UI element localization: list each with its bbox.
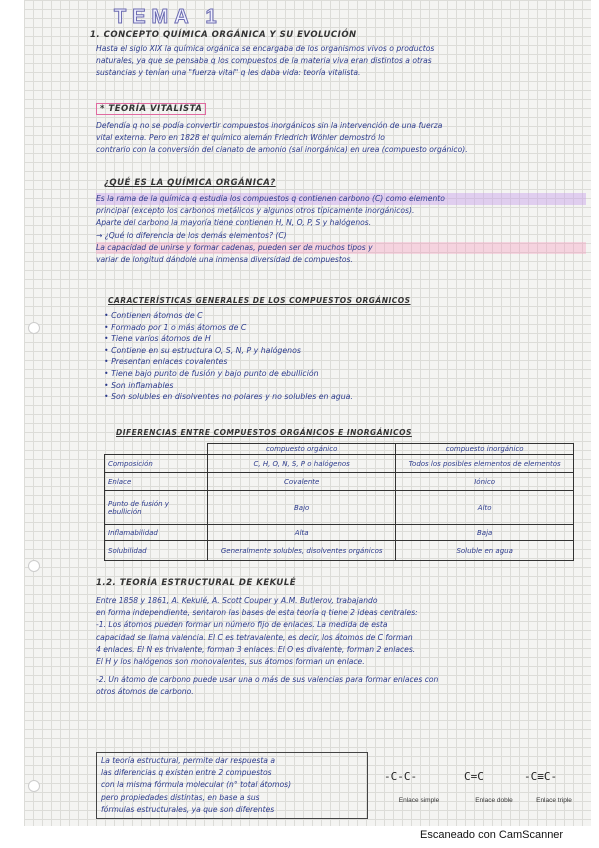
- punch-hole: [28, 560, 40, 572]
- diferencias-heading: DIFERENCIAS ENTRE COMPUESTOS ORGÁNICOS E INORGÁNICOS: [116, 428, 412, 437]
- structural-note-box: La teoría estructural, permite dar respuesta a las diferencias q existen entre 2 compuestos con la misma fórmula molecular (n° total átomos) pero propiedades distintas, en base a sus fórmulas estructurales, ya que son diferentes: [96, 752, 368, 819]
- list-item: • Son solubles en disolventes no polares y no solubles en agua.: [104, 391, 574, 403]
- kekule-text: Entre 1858 y 1861, A. Kekulé, A. Scott Couper y A.M. Butlerov, trabajando en forma independiente, sentaron las bases de esta teoría q tiene 2 ideas centrales: -1. Los átomos pueden formar un número fijo de enlaces. La medida de esta capacidad se llama valencia. El C es tetravalente, es decir, los átomos de C forman 4 enlaces. El N es trivalente, forman 3 enlaces. El O es divalente, forman 2 enlaces. El H y los halógenos son monovalentes, sus átomos forman un enlace. -2. Un átomo de carbono puede usar una o más de sus valencias para formar enlaces con otros átomos de carbono.: [96, 596, 439, 697]
- punch-hole: [28, 322, 40, 334]
- section1-text: Hasta el siglo XIX la química orgánica se encargaba de los organismos vivos o productos naturales, ya que se pensaba q los compuestos de la materia viva eran distintos a otras sustancias y tenían una "fuerza vital" q les daba vida: teoría vitalista.: [96, 44, 435, 78]
- list-item: • Formado por 1 o más átomos de C: [104, 322, 574, 334]
- table-header-row: [105, 444, 574, 455]
- table-row: Enlace Covalente Iónico: [105, 473, 574, 491]
- triple-bond-diagram: -C≡C- Enlace triple: [524, 770, 572, 804]
- list-item: • Son inflamables: [104, 380, 574, 392]
- que-es-text: Es la rama de la química q estudia los compuestos q contienen carbono (C) como elemento principal (excepto los carbonos metálicos y algunos otros típicamente inorgánicos). Aparte del carbono la mayoría tiene contienen H, N, O, P, S y halógenos. → ¿Qué lo diferencia de los demás elementos? (C) La capacidad de unirse y formar cadenas, pueden ser de muchos tipos y variar de longitud dándole una inmensa diversidad de compuestos.: [96, 193, 586, 266]
- list-item: • Tiene bajo punto de fusión y bajo punto de ebullición: [104, 368, 574, 380]
- table-row: Solubilidad Generalmente solubles, disolventes orgánicos Soluble en agua: [105, 541, 574, 561]
- list-item: • Contienen átomos de C: [104, 310, 574, 322]
- table-header: compuesto inorgánico: [396, 444, 574, 455]
- scanner-watermark: Escaneado con CamScanner: [420, 829, 564, 841]
- vitalista-heading: * TEORÍA VITALISTA: [96, 103, 206, 115]
- list-item: • Presentan enlaces covalentes: [104, 356, 574, 368]
- double-bond-diagram: C=C Enlace doble: [464, 770, 513, 804]
- table-header: compuesto orgánico: [208, 444, 396, 455]
- que-es-heading: ¿QUÉ ES LA QUÍMICA ORGÁNICA?: [104, 178, 276, 188]
- page-title: TEMA 1: [114, 6, 223, 28]
- table-row: Inflamabilidad Alta Baja: [105, 525, 574, 541]
- table-row: Composición C, H, O, N, S, P o halógenos Todos los posibles elementos de elementos: [105, 455, 574, 473]
- vitalista-text: Defendía q no se podía convertir compuestos inorgánicos sin la intervención de una fuerza vital externa. Pero en 1828 el químico alemán Friedrich Wöhler demostró lo contrario con la conversión del cianato de amonio (sal inorgánica) en urea (compuesto orgánico).: [96, 121, 468, 155]
- punch-hole: [28, 780, 40, 792]
- section1-heading: 1. CONCEPTO QUÍMICA ORGÁNICA Y SU EVOLUCIÓN: [90, 30, 357, 40]
- table-row: Punto de fusión y ebullición Bajo Alto: [105, 491, 574, 525]
- kekule-heading: 1.2. TEORÍA ESTRUCTURAL DE KEKULÉ: [96, 578, 297, 588]
- caracteristicas-list: [104, 310, 574, 403]
- comparison-table: [104, 443, 574, 561]
- list-item: • Tiene varios átomos de H: [104, 333, 574, 345]
- list-item: • Contiene en su estructura O, S, N, P y halógenos: [104, 345, 574, 357]
- single-bond-diagram: -C-C- Enlace simple: [384, 770, 440, 804]
- caracteristicas-heading: CARACTERÍSTICAS GENERALES DE LOS COMPUESTOS ORGÁNICOS: [108, 296, 411, 305]
- notebook-page: [24, 0, 591, 826]
